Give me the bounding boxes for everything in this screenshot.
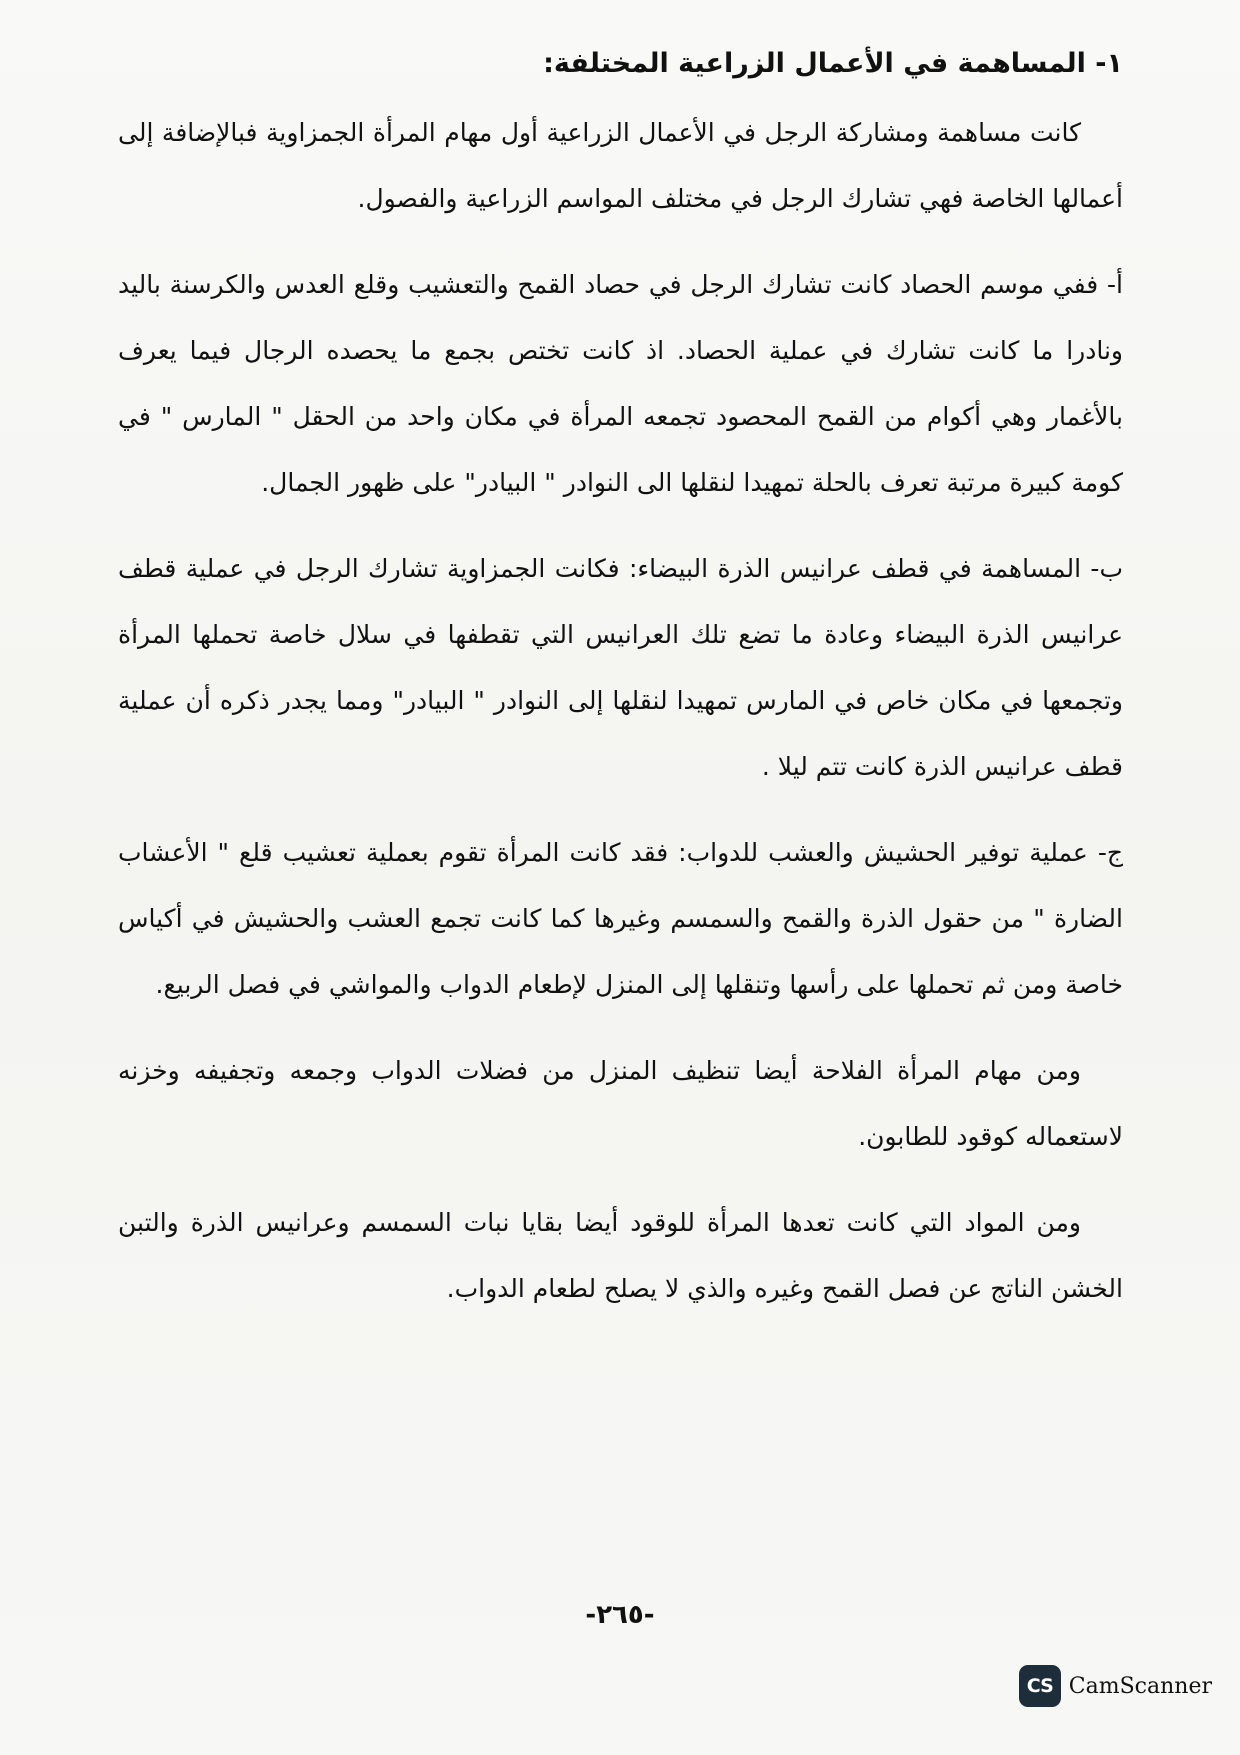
paragraph-harvest: أ- ففي موسم الحصاد كانت تشارك الرجل في حصاد القمح والتعشيب وقلع العدس والكرسنة باليد ونادرا ما كانت تشارك في عملية الحصاد. اذ كانت تختص بجمع ما يحصده الرجال فيما يعرف بالأغمار وهي أكوام من القمح المحصود تجمعه المرأة في مكان واحد من الحقل " المارس " في كومة كبيرة مرتبة تعرف بالحلة تمهيدا لنقلها الى النوادر " البيادر" على ظهور الجمال.: [118, 270, 1123, 497]
camscanner-logo-icon: CS: [1019, 1665, 1061, 1707]
paragraph-fuel: ومن المواد التي كانت تعدها المرأة للوقود أيضا بقايا نبات السمسم وعرانيس الذرة والتبن الخشن الناتج عن فصل القمح وغيره والذي لا يصلح لطعام الدواب.: [118, 1208, 1123, 1303]
camscanner-brand-text: CamScanner: [1068, 1673, 1212, 1699]
paragraph-corn-picking: ب- المساهمة في قطف عرانيس الذرة البيضاء: فكانت الجمزاوية تشارك الرجل في عملية قطف عرانيس الذرة البيضاء وعادة ما تضع تلك العرانيس التي تقطفها في سلال خاصة تحملها المرأة وتجمعها في مكان خاص في المارس تمهيدا لنقلها إلى النوادر " البيادر" ومما يجدر ذكره أن عملية قطف عرانيس الذرة كانت تتم ليلا .: [118, 554, 1123, 781]
paragraph-cleaning: ومن مهام المرأة الفلاحة أيضا تنظيف المنزل من فضلات الدواب وجمعه وتجفيفه وخزنه لاستعماله كوقود للطابون.: [118, 1056, 1123, 1151]
paragraph-fodder: ج- عملية توفير الحشيش والعشب للدواب: فقد كانت المرأة تقوم بعملية تعشيب قلع " الأعشاب الضارة " من حقول الذرة والقمح والسمسم وغيرها كما كانت تجمع العشب والحشيش في أكياس خاصة ومن ثم تحملها على رأسها وتنقلها إلى المنزل لإطعام الدواب والمواشي في فصل الربيع.: [118, 838, 1123, 999]
page-number: -٢٦٥-: [585, 1600, 655, 1630]
section-heading: ١- المساهمة في الأعمال الزراعية المختلفة:: [543, 48, 1123, 79]
paragraph-intro: كانت مساهمة ومشاركة الرجل في الأعمال الزراعية أول مهام المرأة الجمزاوية فبالإضافة إلى أعمالها الخاصة فهي تشارك الرجل في مختلف المواسم الزراعية والفصول.: [118, 118, 1123, 213]
camscanner-watermark: [1019, 1665, 1212, 1707]
document-body: [118, 38, 1123, 1342]
